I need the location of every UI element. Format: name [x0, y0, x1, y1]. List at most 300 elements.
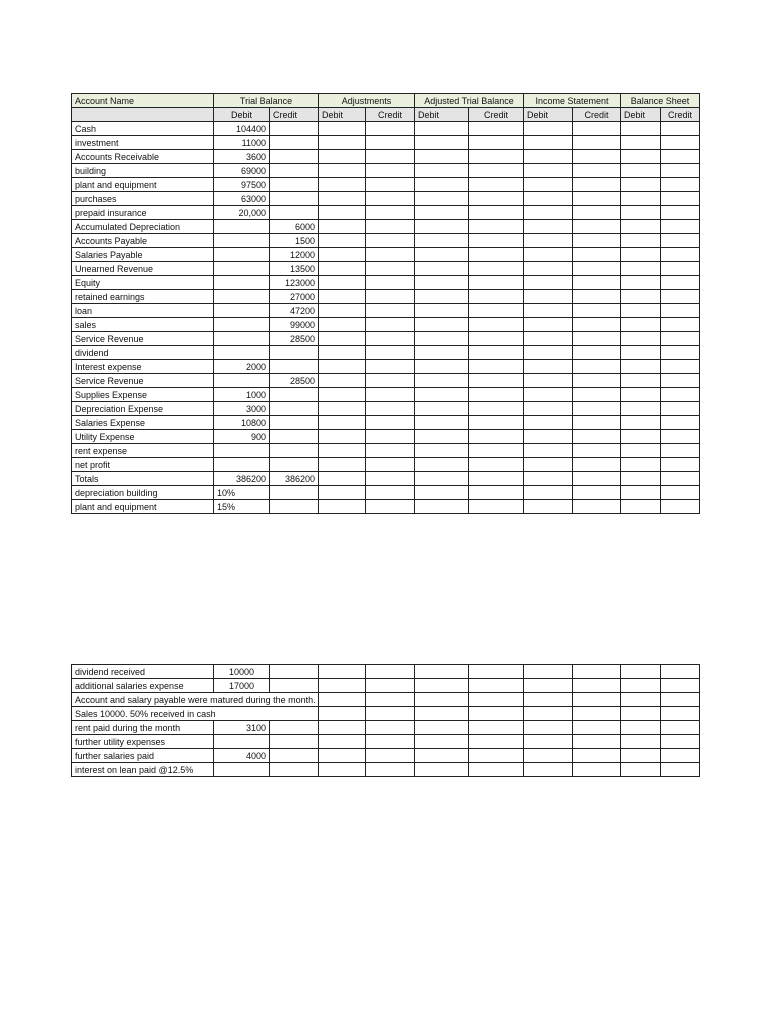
trial-balance-credit-cell[interactable]	[270, 136, 319, 150]
empty-cell[interactable]	[415, 262, 469, 276]
empty-cell[interactable]	[573, 500, 621, 514]
empty-cell[interactable]	[573, 304, 621, 318]
sub-header-tb-debit[interactable]: Debit	[214, 108, 270, 122]
empty-cell[interactable]	[469, 318, 524, 332]
empty-cell[interactable]	[366, 735, 415, 749]
empty-cell[interactable]	[469, 276, 524, 290]
trial-balance-credit-cell[interactable]: 123000	[270, 276, 319, 290]
sub-header-atb-debit[interactable]: Debit	[415, 108, 469, 122]
trial-balance-debit-cell[interactable]	[214, 318, 270, 332]
empty-cell[interactable]	[621, 430, 661, 444]
empty-cell[interactable]	[661, 416, 700, 430]
empty-cell[interactable]	[319, 416, 366, 430]
empty-cell[interactable]	[366, 721, 415, 735]
empty-cell[interactable]	[661, 749, 700, 763]
sub-header-adj-credit[interactable]: Credit	[366, 108, 415, 122]
empty-cell[interactable]	[415, 192, 469, 206]
empty-cell[interactable]	[319, 220, 366, 234]
empty-cell[interactable]	[573, 178, 621, 192]
empty-cell[interactable]	[524, 150, 573, 164]
account-name-cell[interactable]: net profit	[72, 458, 214, 472]
trial-balance-credit-cell[interactable]: 1500	[270, 234, 319, 248]
empty-cell[interactable]	[661, 332, 700, 346]
trial-balance-credit-cell[interactable]: 28500	[270, 374, 319, 388]
empty-cell[interactable]	[621, 735, 661, 749]
empty-cell[interactable]	[469, 374, 524, 388]
empty-cell[interactable]	[573, 248, 621, 262]
note-amount-cell[interactable]: 10000	[214, 665, 270, 679]
trial-balance-debit-cell[interactable]	[214, 276, 270, 290]
empty-cell[interactable]	[524, 234, 573, 248]
empty-cell[interactable]	[661, 665, 700, 679]
empty-cell[interactable]	[319, 318, 366, 332]
empty-cell[interactable]	[469, 206, 524, 220]
trial-balance-debit-cell[interactable]: 900	[214, 430, 270, 444]
empty-cell[interactable]	[366, 220, 415, 234]
empty-cell[interactable]	[319, 248, 366, 262]
account-name-cell[interactable]: Accumulated Depreciation	[72, 220, 214, 234]
empty-cell[interactable]	[415, 290, 469, 304]
sub-header-bs-debit[interactable]: Debit	[621, 108, 661, 122]
empty-cell[interactable]	[661, 486, 700, 500]
empty-cell[interactable]	[319, 444, 366, 458]
account-name-cell[interactable]: building	[72, 164, 214, 178]
empty-cell[interactable]	[270, 679, 319, 693]
empty-cell[interactable]	[621, 332, 661, 346]
empty-cell[interactable]	[415, 318, 469, 332]
empty-cell[interactable]	[661, 262, 700, 276]
empty-cell[interactable]	[661, 402, 700, 416]
empty-cell[interactable]	[469, 164, 524, 178]
empty-cell[interactable]	[469, 735, 524, 749]
note-text-cell[interactable]: Account and salary payable were matured during the month.	[72, 693, 319, 707]
trial-balance-credit-cell[interactable]: 6000	[270, 220, 319, 234]
note-amount-cell[interactable]	[214, 735, 270, 749]
empty-cell[interactable]	[319, 472, 366, 486]
empty-cell[interactable]	[469, 360, 524, 374]
empty-cell[interactable]	[661, 234, 700, 248]
account-name-cell[interactable]: Unearned Revenue	[72, 262, 214, 276]
empty-cell[interactable]	[469, 721, 524, 735]
empty-cell[interactable]	[319, 374, 366, 388]
empty-cell[interactable]	[366, 472, 415, 486]
empty-cell[interactable]	[661, 164, 700, 178]
account-name-cell[interactable]: investment	[72, 136, 214, 150]
empty-cell[interactable]	[661, 472, 700, 486]
empty-cell[interactable]	[415, 665, 469, 679]
account-name-cell[interactable]: plant and equipment	[72, 178, 214, 192]
header-adjusted-trial-balance[interactable]: Adjusted Trial Balance	[415, 94, 524, 108]
empty-cell[interactable]	[621, 248, 661, 262]
trial-balance-credit-cell[interactable]	[270, 346, 319, 360]
account-name-cell[interactable]: Equity	[72, 276, 214, 290]
empty-cell[interactable]	[319, 721, 366, 735]
empty-cell[interactable]	[573, 735, 621, 749]
empty-cell[interactable]	[573, 472, 621, 486]
empty-cell[interactable]	[319, 206, 366, 220]
empty-cell[interactable]	[621, 206, 661, 220]
account-name-cell[interactable]: Salaries Expense	[72, 416, 214, 430]
note-text-cell[interactable]: additional salaries expense	[72, 679, 214, 693]
trial-balance-credit-cell[interactable]	[270, 360, 319, 374]
empty-cell[interactable]	[661, 388, 700, 402]
empty-cell[interactable]	[621, 122, 661, 136]
empty-cell[interactable]	[319, 122, 366, 136]
empty-cell[interactable]	[573, 749, 621, 763]
empty-cell[interactable]	[366, 360, 415, 374]
empty-cell[interactable]	[366, 192, 415, 206]
empty-cell[interactable]	[319, 192, 366, 206]
trial-balance-debit-cell[interactable]: 97500	[214, 178, 270, 192]
empty-cell[interactable]	[573, 486, 621, 500]
empty-cell[interactable]	[621, 164, 661, 178]
empty-cell[interactable]	[319, 679, 366, 693]
trial-balance-debit-cell[interactable]	[214, 304, 270, 318]
empty-cell[interactable]	[524, 304, 573, 318]
empty-cell[interactable]	[621, 679, 661, 693]
empty-cell[interactable]	[621, 276, 661, 290]
empty-cell[interactable]	[469, 220, 524, 234]
trial-balance-credit-cell[interactable]	[270, 150, 319, 164]
empty-cell[interactable]	[469, 416, 524, 430]
empty-cell[interactable]	[573, 679, 621, 693]
header-account-name[interactable]: Account Name	[72, 94, 214, 108]
empty-cell[interactable]	[366, 458, 415, 472]
empty-cell[interactable]	[415, 472, 469, 486]
sub-header-atb-credit[interactable]: Credit	[469, 108, 524, 122]
sub-header-is-debit[interactable]: Debit	[524, 108, 573, 122]
note-amount-cell[interactable]: 4000	[214, 749, 270, 763]
account-name-cell[interactable]: Depreciation Expense	[72, 402, 214, 416]
empty-cell[interactable]	[573, 136, 621, 150]
empty-cell[interactable]	[524, 763, 573, 777]
trial-balance-credit-cell[interactable]	[270, 402, 319, 416]
empty-cell[interactable]	[661, 136, 700, 150]
empty-cell[interactable]	[319, 693, 366, 707]
empty-cell[interactable]	[469, 665, 524, 679]
empty-cell[interactable]	[366, 248, 415, 262]
empty-cell[interactable]	[524, 388, 573, 402]
trial-balance-debit-cell[interactable]: 1000	[214, 388, 270, 402]
empty-cell[interactable]	[469, 332, 524, 346]
empty-cell[interactable]	[469, 763, 524, 777]
empty-cell[interactable]	[415, 248, 469, 262]
empty-cell[interactable]	[621, 707, 661, 721]
empty-cell[interactable]	[661, 206, 700, 220]
empty-cell[interactable]	[415, 178, 469, 192]
empty-cell[interactable]	[415, 360, 469, 374]
trial-balance-credit-cell[interactable]	[270, 122, 319, 136]
header-trial-balance[interactable]: Trial Balance	[214, 94, 319, 108]
empty-cell[interactable]	[524, 206, 573, 220]
trial-balance-credit-cell[interactable]: 27000	[270, 290, 319, 304]
trial-balance-debit-cell[interactable]: 11000	[214, 136, 270, 150]
empty-cell[interactable]	[621, 346, 661, 360]
empty-cell[interactable]	[661, 178, 700, 192]
empty-cell[interactable]	[366, 402, 415, 416]
empty-cell[interactable]	[366, 136, 415, 150]
empty-cell[interactable]	[524, 500, 573, 514]
empty-cell[interactable]	[319, 500, 366, 514]
account-name-cell[interactable]: Salaries Payable	[72, 248, 214, 262]
trial-balance-credit-cell[interactable]	[270, 178, 319, 192]
empty-cell[interactable]	[469, 234, 524, 248]
header-balance-sheet[interactable]: Balance Sheet	[621, 94, 700, 108]
empty-cell[interactable]	[661, 220, 700, 234]
account-name-cell[interactable]: loan	[72, 304, 214, 318]
empty-cell[interactable]	[621, 500, 661, 514]
empty-cell[interactable]	[415, 150, 469, 164]
empty-cell[interactable]	[621, 472, 661, 486]
empty-cell[interactable]	[366, 679, 415, 693]
empty-cell[interactable]	[524, 374, 573, 388]
empty-cell[interactable]	[573, 444, 621, 458]
empty-cell[interactable]	[415, 679, 469, 693]
trial-balance-debit-cell[interactable]	[214, 444, 270, 458]
trial-balance-debit-cell[interactable]	[214, 248, 270, 262]
header-adjustments[interactable]: Adjustments	[319, 94, 415, 108]
empty-cell[interactable]	[415, 749, 469, 763]
empty-cell[interactable]	[524, 472, 573, 486]
trial-balance-credit-cell[interactable]	[270, 444, 319, 458]
empty-cell[interactable]	[661, 150, 700, 164]
empty-cell[interactable]	[415, 220, 469, 234]
empty-cell[interactable]	[469, 472, 524, 486]
empty-cell[interactable]	[415, 486, 469, 500]
empty-cell[interactable]	[524, 290, 573, 304]
note-text-cell[interactable]: interest on lean paid @12.5%	[72, 763, 214, 777]
empty-cell[interactable]	[621, 150, 661, 164]
empty-cell[interactable]	[469, 262, 524, 276]
empty-cell[interactable]	[661, 458, 700, 472]
sub-header-is-credit[interactable]: Credit	[573, 108, 621, 122]
empty-cell[interactable]	[661, 318, 700, 332]
empty-cell[interactable]	[573, 416, 621, 430]
empty-cell[interactable]	[524, 679, 573, 693]
empty-cell[interactable]	[319, 136, 366, 150]
empty-cell[interactable]	[415, 234, 469, 248]
empty-cell[interactable]	[366, 707, 415, 721]
empty-cell[interactable]	[524, 318, 573, 332]
empty-cell[interactable]	[621, 444, 661, 458]
account-name-cell[interactable]: Accounts Payable	[72, 234, 214, 248]
empty-cell[interactable]	[366, 763, 415, 777]
empty-cell[interactable]	[366, 332, 415, 346]
empty-cell[interactable]	[415, 402, 469, 416]
empty-cell[interactable]	[469, 346, 524, 360]
empty-cell[interactable]	[573, 721, 621, 735]
empty-cell[interactable]	[524, 276, 573, 290]
trial-balance-credit-cell[interactable]: 28500	[270, 332, 319, 346]
account-name-cell[interactable]: Service Revenue	[72, 332, 214, 346]
empty-cell[interactable]	[319, 707, 366, 721]
empty-cell[interactable]	[366, 430, 415, 444]
empty-cell[interactable]	[573, 360, 621, 374]
empty-cell[interactable]	[415, 416, 469, 430]
empty-cell[interactable]	[621, 665, 661, 679]
empty-cell[interactable]	[524, 164, 573, 178]
empty-cell[interactable]	[319, 735, 366, 749]
empty-cell[interactable]	[621, 374, 661, 388]
trial-balance-debit-cell[interactable]	[214, 290, 270, 304]
empty-cell[interactable]	[415, 430, 469, 444]
empty-cell[interactable]	[469, 290, 524, 304]
trial-balance-debit-cell[interactable]	[214, 262, 270, 276]
empty-cell[interactable]	[573, 665, 621, 679]
empty-cell[interactable]	[524, 707, 573, 721]
account-name-cell[interactable]: retained earnings	[72, 290, 214, 304]
empty-cell[interactable]	[319, 262, 366, 276]
empty-cell[interactable]	[366, 318, 415, 332]
empty-cell[interactable]	[573, 374, 621, 388]
empty-cell[interactable]	[469, 486, 524, 500]
empty-cell[interactable]	[415, 693, 469, 707]
empty-cell[interactable]	[573, 707, 621, 721]
empty-cell[interactable]	[661, 290, 700, 304]
empty-cell[interactable]	[573, 220, 621, 234]
empty-cell[interactable]	[366, 276, 415, 290]
empty-cell[interactable]	[524, 332, 573, 346]
empty-cell[interactable]	[366, 346, 415, 360]
empty-cell[interactable]	[469, 122, 524, 136]
empty-cell[interactable]	[524, 416, 573, 430]
empty-cell[interactable]	[573, 693, 621, 707]
empty-cell[interactable]	[415, 500, 469, 514]
empty-cell[interactable]	[524, 262, 573, 276]
note-text-cell[interactable]: Sales 10000. 50% received in cash	[72, 707, 319, 721]
empty-cell[interactable]	[524, 735, 573, 749]
empty-cell[interactable]	[319, 360, 366, 374]
empty-cell[interactable]	[469, 444, 524, 458]
empty-cell[interactable]	[621, 290, 661, 304]
empty-cell[interactable]	[319, 150, 366, 164]
account-name-cell[interactable]: Totals	[72, 472, 214, 486]
empty-cell[interactable]	[319, 234, 366, 248]
empty-cell[interactable]	[524, 192, 573, 206]
empty-cell[interactable]	[621, 136, 661, 150]
sub-header-adj-debit[interactable]: Debit	[319, 108, 366, 122]
empty-cell[interactable]	[319, 304, 366, 318]
empty-cell[interactable]	[415, 707, 469, 721]
empty-cell[interactable]	[366, 388, 415, 402]
empty-cell[interactable]	[366, 178, 415, 192]
empty-cell[interactable]	[524, 122, 573, 136]
empty-cell[interactable]	[319, 430, 366, 444]
empty-cell[interactable]	[366, 122, 415, 136]
empty-cell[interactable]	[270, 749, 319, 763]
account-name-cell[interactable]: rent expense	[72, 444, 214, 458]
trial-balance-credit-cell[interactable]: 386200	[270, 472, 319, 486]
sub-header-bs-credit[interactable]: Credit	[661, 108, 700, 122]
empty-cell[interactable]	[661, 374, 700, 388]
empty-cell[interactable]	[469, 304, 524, 318]
empty-cell[interactable]	[661, 122, 700, 136]
empty-cell[interactable]	[366, 304, 415, 318]
empty-cell[interactable]	[415, 332, 469, 346]
empty-cell[interactable]	[573, 430, 621, 444]
empty-cell[interactable]	[319, 665, 366, 679]
empty-cell[interactable]	[621, 416, 661, 430]
empty-cell[interactable]	[366, 234, 415, 248]
account-name-cell[interactable]: Service Revenue	[72, 374, 214, 388]
empty-cell[interactable]	[661, 444, 700, 458]
empty-cell[interactable]	[415, 444, 469, 458]
note-text-cell[interactable]: rent paid during the month	[72, 721, 214, 735]
sub-header-tb-credit[interactable]: Credit	[270, 108, 319, 122]
empty-cell[interactable]	[366, 444, 415, 458]
trial-balance-credit-cell[interactable]	[270, 430, 319, 444]
empty-cell[interactable]	[573, 290, 621, 304]
empty-cell[interactable]	[573, 458, 621, 472]
empty-cell[interactable]	[319, 402, 366, 416]
empty-cell[interactable]	[621, 486, 661, 500]
trial-balance-debit-cell[interactable]	[214, 458, 270, 472]
empty-cell[interactable]	[415, 374, 469, 388]
empty-cell[interactable]	[469, 248, 524, 262]
account-name-cell[interactable]: depreciation building	[72, 486, 214, 500]
empty-cell[interactable]	[415, 388, 469, 402]
empty-cell[interactable]	[621, 318, 661, 332]
trial-balance-credit-cell[interactable]	[270, 388, 319, 402]
empty-cell[interactable]	[469, 679, 524, 693]
empty-cell[interactable]	[319, 332, 366, 346]
empty-cell[interactable]	[573, 332, 621, 346]
empty-cell[interactable]	[319, 749, 366, 763]
empty-cell[interactable]	[366, 262, 415, 276]
empty-cell[interactable]	[319, 178, 366, 192]
empty-cell[interactable]	[621, 763, 661, 777]
empty-cell[interactable]	[621, 220, 661, 234]
empty-cell[interactable]	[319, 458, 366, 472]
trial-balance-debit-cell[interactable]: 386200	[214, 472, 270, 486]
empty-cell[interactable]	[573, 234, 621, 248]
note-text-cell[interactable]: further utility expenses	[72, 735, 214, 749]
note-amount-cell[interactable]	[214, 763, 270, 777]
empty-cell[interactable]	[661, 693, 700, 707]
empty-cell[interactable]	[319, 388, 366, 402]
empty-cell[interactable]	[270, 763, 319, 777]
empty-cell[interactable]	[573, 122, 621, 136]
empty-cell[interactable]	[366, 693, 415, 707]
empty-cell[interactable]	[621, 749, 661, 763]
empty-cell[interactable]	[319, 486, 366, 500]
trial-balance-credit-cell[interactable]	[270, 458, 319, 472]
empty-cell[interactable]	[469, 178, 524, 192]
empty-cell[interactable]	[366, 150, 415, 164]
empty-cell[interactable]	[524, 178, 573, 192]
trial-balance-debit-cell[interactable]	[214, 234, 270, 248]
empty-cell[interactable]	[661, 430, 700, 444]
empty-cell[interactable]	[415, 122, 469, 136]
empty-cell[interactable]	[621, 234, 661, 248]
empty-cell[interactable]	[469, 500, 524, 514]
empty-cell[interactable]	[661, 248, 700, 262]
empty-cell[interactable]	[524, 444, 573, 458]
empty-cell[interactable]	[469, 749, 524, 763]
header-income-statement[interactable]: Income Statement	[524, 94, 621, 108]
empty-cell[interactable]	[621, 388, 661, 402]
empty-cell[interactable]	[366, 749, 415, 763]
trial-balance-debit-cell[interactable]	[214, 220, 270, 234]
empty-cell[interactable]	[621, 721, 661, 735]
note-text-cell[interactable]: further salaries paid	[72, 749, 214, 763]
empty-cell[interactable]	[661, 304, 700, 318]
empty-cell[interactable]	[661, 500, 700, 514]
trial-balance-debit-cell[interactable]: 20,000	[214, 206, 270, 220]
trial-balance-credit-cell[interactable]: 12000	[270, 248, 319, 262]
empty-cell[interactable]	[319, 290, 366, 304]
empty-cell[interactable]	[524, 360, 573, 374]
